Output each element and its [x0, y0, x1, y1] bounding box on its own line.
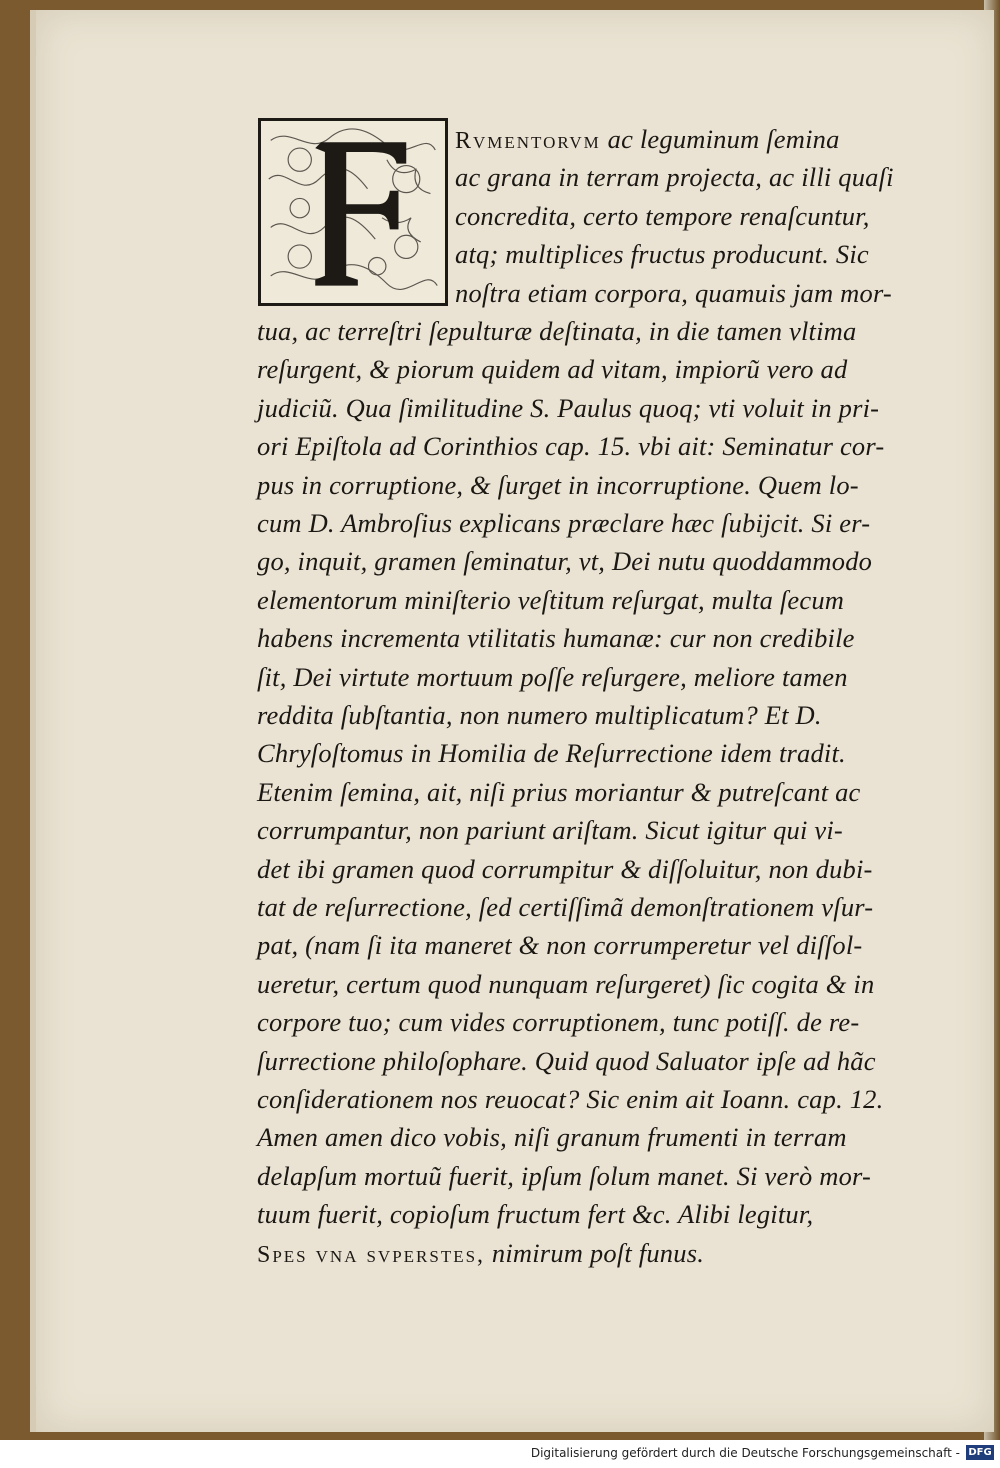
text-segment: ac grana in terram projecta, ac illi quaſi	[455, 162, 894, 193]
text-segment: delapſum mortuũ fuerit, ipſum ſolum manet. Si verò mor-	[257, 1160, 872, 1191]
footer-credit: Digitalisierung gefördert durch die Deutsche Forschungsgemeinschaft -	[530, 1446, 960, 1460]
text-line	[257, 850, 873, 888]
text-line	[455, 158, 894, 196]
text-segment: corrumpantur, non pariunt ariſtam. Sicut igitur qui vi-	[257, 815, 843, 846]
text-segment: ori Epiſtola ad Corinthios cap. 15. vbi ait: Seminatur cor-	[257, 431, 885, 462]
text-line	[455, 120, 840, 158]
initial-ornament-icon	[261, 121, 445, 303]
text-segment: atq; multiplices fructus producunt. Sic	[455, 239, 869, 270]
text-line	[257, 696, 822, 734]
text-segment: reddita ſubſtantia, non numero multiplicatum? Et D.	[257, 700, 822, 730]
text-segment: go, inquit, gramen ſeminatur, vt, Dei nutu quoddammodo	[257, 546, 873, 577]
text-segment: noſtra etiam corpora, quamuis jam mor-	[455, 277, 892, 308]
text-segment: habens incrementa vtilitatis humanæ: cur non credibile	[257, 623, 855, 654]
text-segment: tat de reſurrectione, ſed certiſſimã demonſtrationem vſur-	[257, 892, 874, 922]
text-line	[257, 1195, 813, 1233]
text-line	[257, 1003, 859, 1041]
text-line	[257, 542, 872, 580]
text-line	[257, 658, 848, 696]
text-segment: judiciũ. Qua ſimilitudine S. Paulus quoq; vti voluit in pri-	[257, 392, 880, 423]
text-line	[257, 1234, 704, 1272]
text-line	[257, 811, 843, 849]
text-line	[257, 389, 879, 427]
text-line	[257, 619, 855, 657]
text-segment: det ibi gramen quod corrumpitur & diſſoluitur, non dubi-	[257, 853, 873, 884]
text-line	[257, 926, 862, 964]
text-line	[257, 1042, 876, 1080]
text-line	[257, 1157, 871, 1195]
dfg-logo: DFG	[966, 1445, 994, 1460]
initial-letter-text: F	[352, 299, 354, 301]
text-line	[455, 235, 869, 273]
text-segment: Amen amen dico vobis, niſi granum frumenti in terram	[257, 1122, 847, 1153]
text-segment: Etenim ſemina, ait, niſi prius moriantur & putreſcant ac	[257, 776, 861, 807]
text-line	[455, 274, 892, 312]
text-segment: reſurgent, & piorum quidem ad vitam, impiorũ vero ad	[257, 354, 848, 385]
text-segment: Chryſoſtomus in Homilia de Reſurrectione idem tradit.	[257, 738, 846, 769]
text-segment: ſit, Dei virtute mortuum poſſe reſurgere, meliore tamen	[257, 661, 848, 692]
text-segment: pat, (nam ſi ita maneret & non corrumperetur vel diſſol-	[257, 930, 863, 961]
text-segment: conſiderationem nos reuocat? Sic enim ait Ioann. cap. 12.	[257, 1084, 884, 1114]
text-line	[257, 312, 856, 350]
text-segment: cum D. Ambroſius explicans præclare hæc ſubijcit. Si er-	[257, 508, 871, 538]
text-line	[257, 581, 844, 619]
text-segment: nimirum poſt funus.	[485, 1237, 705, 1268]
text-segment: Rvmentorvm	[455, 128, 601, 154]
text-segment: tuum fuerit, copioſum fructum fert &c. Alibi legitur,	[257, 1199, 814, 1230]
text-line	[455, 197, 870, 235]
text-segment: ueretur, certum quod nunquam reſurgeret) ſic cogita & in	[257, 968, 875, 999]
text-line	[257, 427, 884, 465]
text-segment: ſurrectione philoſophare. Quid quod Saluator ipſe ad hãc	[257, 1045, 876, 1076]
text-segment: tua, ac terreſtri ſepulturæ deſtinata, in die tamen vltima	[257, 316, 857, 346]
text-line	[257, 350, 847, 388]
text-line	[257, 504, 870, 542]
text-line	[257, 1080, 883, 1118]
text-segment: corpore tuo; cum vides corruptionem, tunc potiſſ. de re-	[257, 1007, 860, 1038]
text-segment: pus in corruptione, & ſurget in incorruptione. Quem lo-	[257, 469, 859, 500]
text-segment: ac leguminum ſemina	[600, 124, 840, 154]
digitization-footer	[0, 1440, 1000, 1468]
text-segment: concredita, certo tempore renaſcuntur,	[455, 200, 870, 231]
text-segment: Spes vna svperstes,	[257, 1241, 486, 1268]
text-line	[257, 466, 859, 504]
text-line	[257, 734, 846, 772]
text-segment: elementorum miniſterio veſtitum reſurgat, multa ſecum	[257, 584, 845, 615]
text-line	[257, 888, 873, 926]
decorated-initial-letter	[258, 118, 448, 306]
text-line	[257, 1118, 847, 1156]
text-line	[257, 773, 861, 811]
text-line	[257, 965, 874, 1003]
